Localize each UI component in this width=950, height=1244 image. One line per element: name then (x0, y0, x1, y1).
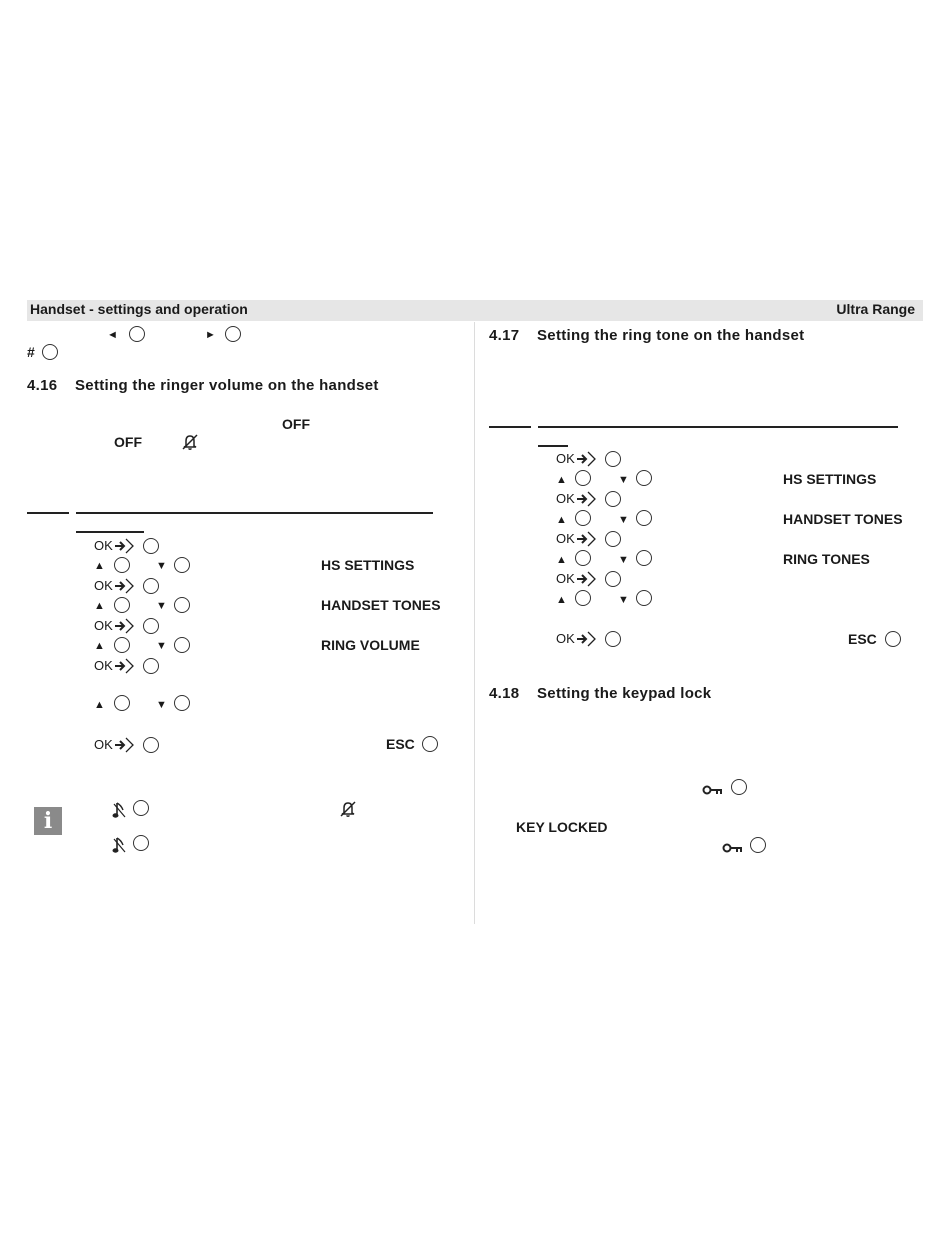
section-4-17-number: 4.17 (489, 327, 520, 344)
down-key-icon: ▼ (156, 699, 167, 711)
info-icon: i (34, 807, 62, 835)
section-4-18-heading (489, 685, 711, 702)
menu-hs-settings: HS SETTINGS (321, 557, 415, 573)
ok-key-icon: OK (94, 578, 136, 594)
up-key-icon: ▲ (556, 594, 567, 606)
ok-key-circle (143, 737, 159, 753)
down-key-circle (174, 695, 190, 711)
down-key-icon: ▼ (156, 640, 167, 652)
key-lock-circle (731, 779, 747, 795)
down-key-circle (636, 470, 652, 486)
section-4-17-title: Setting the ring tone on the handset (537, 327, 805, 344)
ok-key-circle (605, 631, 621, 647)
down-key-circle (174, 597, 190, 613)
ok-key-icon: OK (556, 451, 598, 467)
down-key-circle (636, 590, 652, 606)
up-key-icon: ▲ (94, 600, 105, 612)
up-key-circle (114, 695, 130, 711)
up-key-icon: ▲ (94, 699, 105, 711)
ok-key-icon: OK (94, 658, 136, 674)
esc-key-circle (885, 631, 901, 647)
ringer-off-icon (339, 800, 357, 823)
table-rule-short (489, 426, 531, 428)
ringer-off-icon (181, 433, 199, 456)
ok-key-icon: OK (556, 531, 598, 547)
up-key-circle (575, 590, 591, 606)
ringer-key-icon (112, 836, 128, 858)
table-rule-short (27, 512, 69, 514)
ok-key-icon: OK (94, 737, 136, 753)
down-key-circle (174, 557, 190, 573)
up-key-circle (114, 557, 130, 573)
hash-key-circle (42, 344, 58, 360)
ok-key-circle (605, 531, 621, 547)
key-lock-circle (750, 837, 766, 853)
section-4-16-heading (27, 377, 379, 394)
up-key-icon: ▲ (94, 640, 105, 652)
section-4-18-title: Setting the keypad lock (537, 685, 712, 702)
column-divider (474, 322, 475, 924)
up-key-icon: ▲ (94, 560, 105, 572)
menu-ring-tones: RING TONES (783, 551, 870, 567)
key-locked-label: KEY LOCKED (516, 819, 608, 835)
ok-key-circle (605, 451, 621, 467)
section-4-17-heading (489, 327, 804, 344)
page-header (27, 300, 923, 321)
header-product: Ultra Range (836, 301, 915, 317)
ok-key-circle (143, 538, 159, 554)
ok-key-circle (605, 491, 621, 507)
right-key-circle (225, 326, 241, 342)
down-key-icon: ▼ (618, 474, 629, 486)
ok-key-circle (605, 571, 621, 587)
up-key-icon: ▲ (556, 514, 567, 526)
menu-hs-settings: HS SETTINGS (783, 471, 877, 487)
ok-key-icon: OK (556, 491, 598, 507)
down-key-icon: ▼ (156, 560, 167, 572)
down-key-icon: ▼ (618, 594, 629, 606)
up-key-circle (575, 550, 591, 566)
ringer-key-icon (112, 801, 128, 823)
table-rule-long (538, 426, 898, 428)
up-key-circle (575, 510, 591, 526)
key-lock-icon (722, 841, 744, 859)
ok-key-circle (143, 618, 159, 634)
menu-handset-tones: HANDSET TONES (783, 511, 903, 527)
ok-key-circle (143, 578, 159, 594)
section-4-18-number: 4.18 (489, 685, 520, 702)
up-key-icon: ▲ (556, 474, 567, 486)
menu-ring-volume: RING VOLUME (321, 637, 420, 653)
esc-key-label: ESC (848, 631, 877, 647)
left-arrow-key-icon: ◄ (107, 329, 118, 341)
ok-key-circle (143, 658, 159, 674)
left-key-circle (129, 326, 145, 342)
up-key-circle (114, 597, 130, 613)
table-rule-long (76, 512, 433, 514)
down-key-icon: ▼ (618, 554, 629, 566)
section-4-16-title: Setting the ringer volume on the handset (75, 377, 379, 394)
hash-key-label: # (27, 344, 35, 360)
header-title: Handset - settings and operation (30, 301, 248, 317)
down-key-circle (636, 550, 652, 566)
ok-key-icon: OK (94, 538, 136, 554)
off-label-1: OFF (282, 416, 310, 432)
ringer-key-circle (133, 800, 149, 816)
key-lock-icon (702, 783, 724, 801)
esc-key-circle (422, 736, 438, 752)
down-key-circle (174, 637, 190, 653)
menu-handset-tones: HANDSET TONES (321, 597, 441, 613)
table-rule-sub (76, 531, 144, 533)
ringer-key-circle (133, 835, 149, 851)
right-arrow-key-icon: ► (205, 329, 216, 341)
down-key-icon: ▼ (618, 514, 629, 526)
esc-key-label: ESC (386, 736, 415, 752)
ok-key-icon: OK (94, 618, 136, 634)
up-key-circle (575, 470, 591, 486)
down-key-icon: ▼ (156, 600, 167, 612)
section-4-16-number: 4.16 (27, 377, 58, 394)
ok-key-icon: OK (556, 571, 598, 587)
off-label-2: OFF (114, 434, 142, 450)
up-key-icon: ▲ (556, 554, 567, 566)
up-key-circle (114, 637, 130, 653)
down-key-circle (636, 510, 652, 526)
ok-key-icon: OK (556, 631, 598, 647)
table-rule-sub (538, 445, 568, 447)
